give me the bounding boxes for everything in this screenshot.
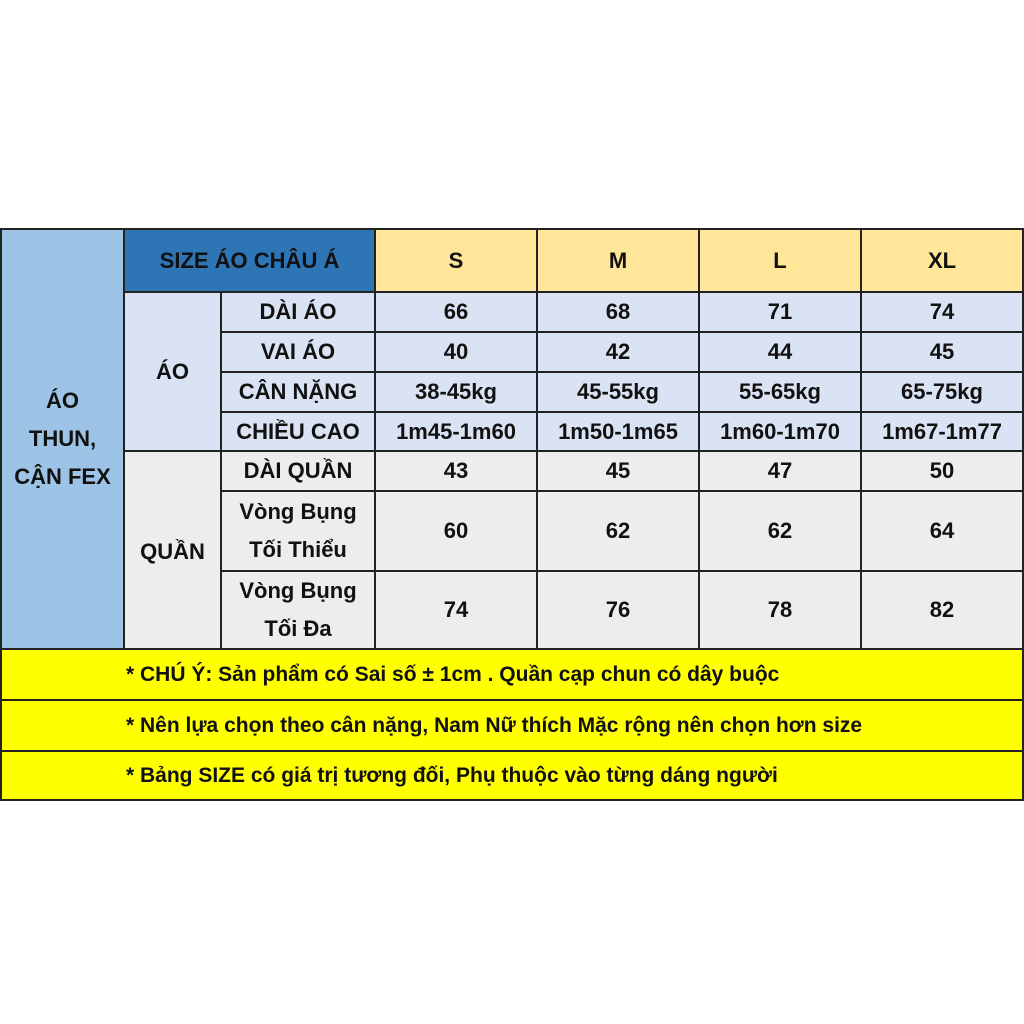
row-label-line: Tối Thiểu — [249, 537, 347, 562]
note-3: * Bảng SIZE có giá trị tương đối, Phụ thuộc vào từng dáng người — [0, 750, 1024, 801]
row-label-line: Vòng Bụng — [239, 499, 357, 524]
size-value-cell: 74 — [860, 291, 1024, 333]
row-label-line: DÀI QUẦN — [243, 458, 353, 483]
note-2: * Nên lựa chọn theo cân nặng, Nam Nữ thích Mặc rộng nên chọn hơn size — [0, 699, 1024, 752]
row-label — [220, 331, 376, 373]
size-header-xl: XL — [860, 228, 1024, 293]
row-label-line: CÂN NẶNG — [238, 379, 358, 404]
size-header-l: L — [698, 228, 862, 293]
size-table-title: SIZE ÁO CHÂU Á — [123, 228, 376, 293]
row-label — [220, 291, 376, 333]
row-label — [220, 490, 376, 572]
size-value-cell: 55-65kg — [698, 371, 862, 413]
size-value-cell: 38-45kg — [374, 371, 538, 413]
size-value-cell: 74 — [374, 570, 538, 650]
product-label-line-2: THUN, — [28, 426, 97, 451]
size-value-cell: 64 — [860, 490, 1024, 572]
size-value-cell: 1m60-1m70 — [698, 411, 862, 452]
group-shirt-label: ÁO — [123, 291, 222, 452]
product-label-cell — [0, 228, 125, 650]
size-value-cell: 71 — [698, 291, 862, 333]
size-value-cell: 76 — [536, 570, 700, 650]
note-1: * CHÚ Ý: Sản phẩm có Sai số ± 1cm . Quần cạp chun có dây buộc — [0, 648, 1024, 701]
size-value-cell: 40 — [374, 331, 538, 373]
size-value-cell: 43 — [374, 450, 538, 492]
group-pants-label: QUẦN — [123, 450, 222, 650]
size-value-cell: 1m67-1m77 — [860, 411, 1024, 452]
row-label-line: Vòng Bụng — [239, 578, 357, 603]
size-value-cell: 42 — [536, 331, 700, 373]
row-label — [220, 371, 376, 413]
size-value-cell: 82 — [860, 570, 1024, 650]
size-value-cell: 45-55kg — [536, 371, 700, 413]
row-label-line: DÀI ÁO — [259, 299, 337, 324]
size-value-cell: 1m50-1m65 — [536, 411, 700, 452]
size-header-m: M — [536, 228, 700, 293]
size-value-cell: 50 — [860, 450, 1024, 492]
row-label — [220, 570, 376, 650]
row-label-line: Tối Đa — [264, 616, 332, 641]
row-label-line: CHIỀU CAO — [236, 418, 360, 444]
size-header-s: S — [374, 228, 538, 293]
size-value-cell: 44 — [698, 331, 862, 373]
size-value-cell: 68 — [536, 291, 700, 333]
row-label — [220, 450, 376, 492]
size-value-cell: 60 — [374, 490, 538, 572]
size-value-cell: 45 — [536, 450, 700, 492]
size-value-cell: 66 — [374, 291, 538, 333]
size-value-cell: 45 — [860, 331, 1024, 373]
size-value-cell: 1m45-1m60 — [374, 411, 538, 452]
size-value-cell: 62 — [536, 490, 700, 572]
row-label — [220, 411, 376, 452]
size-value-cell: 65-75kg — [860, 371, 1024, 413]
product-label-line-1: ÁO — [46, 388, 79, 413]
row-label-line: VAI ÁO — [260, 339, 336, 364]
product-label-line-3: CẬN FEX — [14, 464, 111, 489]
size-value-cell: 62 — [698, 490, 862, 572]
size-value-cell: 78 — [698, 570, 862, 650]
size-value-cell: 47 — [698, 450, 862, 492]
